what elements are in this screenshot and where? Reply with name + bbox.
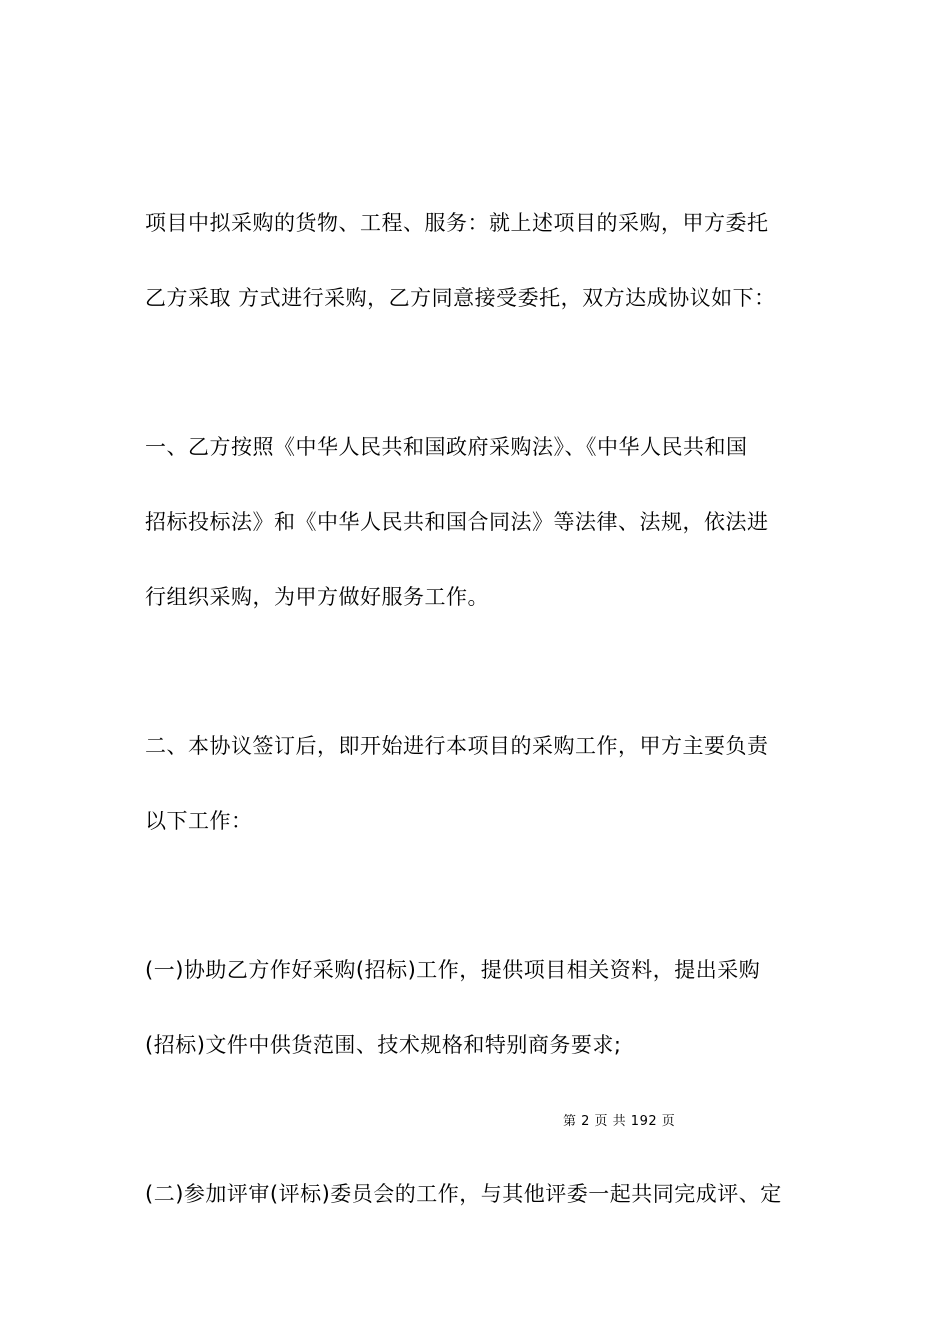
- paragraph-line: 项目中拟采购的货物、工程、服务：就上述项目的采购，甲方委托: [145, 211, 769, 235]
- paragraph-line: 以下工作：: [145, 809, 253, 833]
- paragraph-line: (一)协助乙方作好采购(招标)工作，提供项目相关资料，提出采购: [145, 958, 761, 982]
- paragraph-line: (二)参加评审(评标)委员会的工作，与其他评委一起共同完成评、定: [145, 1182, 782, 1206]
- paragraph-line: 行组织采购，为甲方做好服务工作。: [145, 585, 489, 609]
- paragraph-line: 二、本协议签订后，即开始进行本项目的采购工作，甲方主要负责: [145, 734, 769, 758]
- paragraph-line: 招标投标法》和《中华人民共和国合同法》等法律、法规，依法进: [145, 510, 769, 534]
- paragraph-line: 一、乙方按照《中华人民共和国政府采购法》、《中华人民共和国: [145, 435, 748, 459]
- paragraph-line: 乙方采取 方式进行采购，乙方同意接受委托，双方达成协议如下：: [145, 286, 776, 310]
- paragraph-line: (招标)文件中供货范围、技术规格和特别商务要求;: [145, 1033, 622, 1057]
- page-number-footer: 第 2 页 共 192 页: [563, 1114, 676, 1129]
